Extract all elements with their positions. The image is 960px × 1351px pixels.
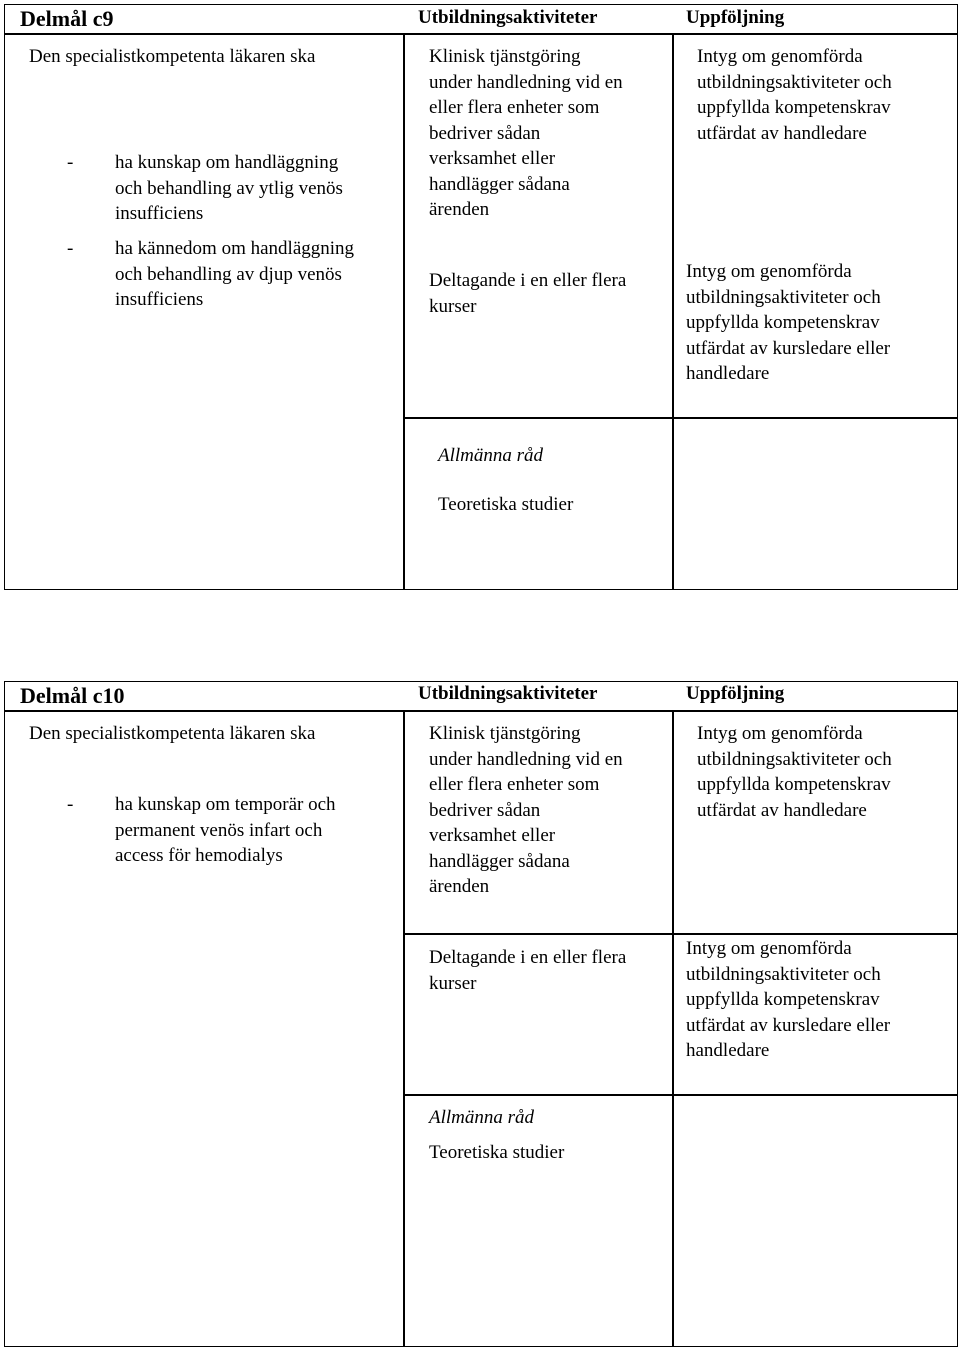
goal-item: ha kunskap om temporär och permanent venös infart och access för hemodialys	[115, 794, 336, 866]
goal-intro: Den specialistkompetenta läkaren ska	[29, 723, 316, 744]
followup-courses: Intyg om genomförda utbildningsaktiviteter och uppfyllda kompetenskrav utfärdat av kursledare eller handledare	[686, 938, 891, 1061]
advice-text: Teoretiska studier	[429, 1142, 565, 1163]
row-divider	[403, 417, 958, 419]
column-divider	[403, 33, 405, 590]
followup-clinical: Intyg om genomförda utbildningsaktiviteter och uppfyllda kompetenskrav utfärdat av handledare	[697, 723, 892, 821]
bullet-marker: -	[67, 238, 74, 259]
followup-header: Uppföljning	[686, 683, 785, 704]
followup-clinical: Intyg om genomförda utbildningsaktiviteter och uppfyllda kompetenskrav utfärdat av handledare	[697, 46, 892, 144]
row-divider	[403, 1094, 958, 1096]
row-divider	[403, 933, 958, 935]
column-divider	[672, 33, 674, 590]
activities-header: Utbildningsaktiviteter	[418, 683, 598, 704]
advice-text: Teoretiska studier	[438, 494, 574, 515]
column-divider	[403, 710, 405, 1347]
activities-header: Utbildningsaktiviteter	[418, 7, 598, 28]
followup-courses: Intyg om genomförda utbildningsaktiviteter och uppfyllda kompetenskrav utfärdat av kursledare eller handledare	[686, 261, 891, 384]
advice-label: Allmänna råd	[429, 1107, 535, 1128]
activity-clinical: Klinisk tjänstgöring under handledning vid en eller flera enheter som bedriver sådan verksamhet eller handlägger sådana ärenden	[429, 723, 623, 897]
activity-clinical: Klinisk tjänstgöring under handledning vid en eller flera enheter som bedriver sådan verksamhet eller handlägger sådana ärenden	[429, 46, 623, 220]
goal-title: Delmål c10	[20, 683, 125, 708]
goal-intro: Den specialistkompetenta läkaren ska	[29, 46, 316, 67]
activity-courses: Deltagande i en eller flera kurser	[429, 270, 627, 317]
followup-header: Uppföljning	[686, 7, 785, 28]
header-divider	[4, 710, 958, 712]
activity-courses: Deltagande i en eller flera kurser	[429, 947, 627, 994]
column-divider	[672, 710, 674, 1347]
goal-title: Delmål c9	[20, 6, 114, 31]
advice-label: Allmänna råd	[438, 445, 544, 466]
bullet-marker: -	[67, 152, 74, 173]
bullet-marker: -	[67, 794, 74, 815]
goal-item: ha kunskap om handläggning och behandling av ytlig venös insufficiens	[115, 152, 343, 224]
goal-item: ha kännedom om handläggning och behandling av djup venös insufficiens	[115, 238, 355, 310]
header-divider	[4, 33, 958, 35]
